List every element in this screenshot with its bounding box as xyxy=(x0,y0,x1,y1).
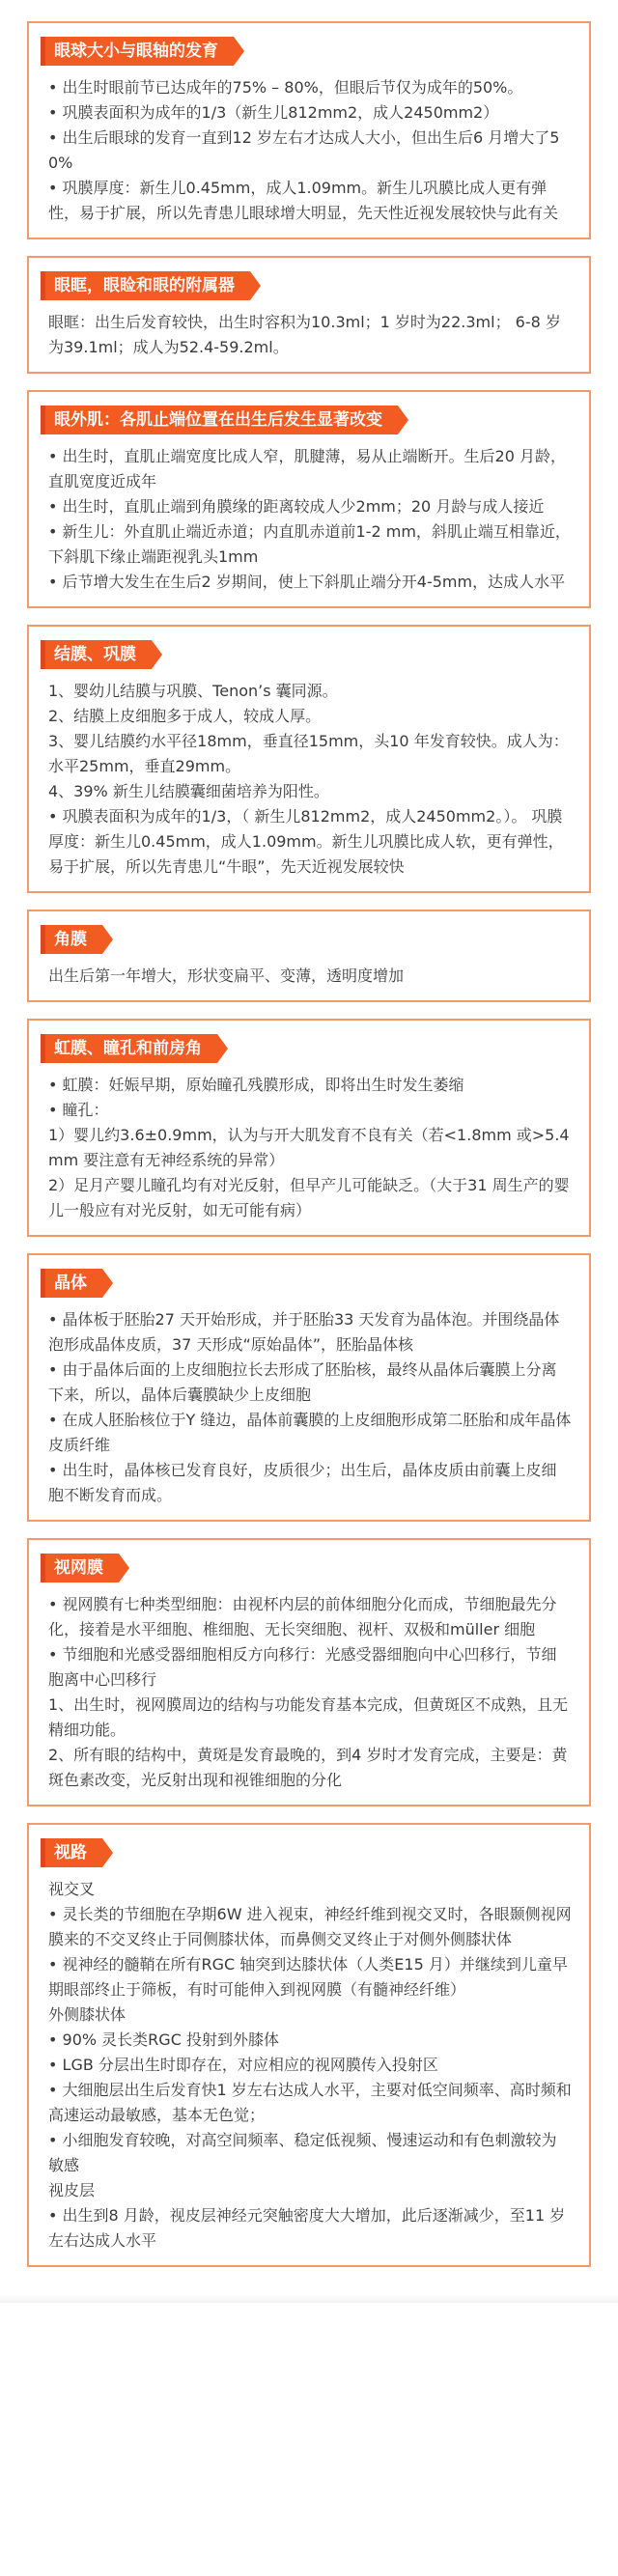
paragraph: • 出生到8 月龄，视皮层神经元突触密度大大增加，此后逐渐减少，至11 岁左右达成人水平 xyxy=(48,2206,566,2250)
section-title: 眼外肌：各肌止端位置在出生后发生显著改变 xyxy=(54,410,382,430)
subheading: 视交叉 xyxy=(48,1880,96,1898)
section-orbit xyxy=(27,256,591,374)
section-title: 晶体 xyxy=(54,1274,87,1293)
paragraph: 1、出生时，视网膜周边的结构与功能发育基本完成，但黄斑区不成熟，且无精细功能。 xyxy=(48,1695,569,1739)
section-body xyxy=(42,1307,576,1508)
section-title-tag xyxy=(41,1554,119,1582)
section-title-tag xyxy=(41,1838,102,1867)
paragraph: • 巩膜表面积为成年的1/3（新生儿812mm2，成人2450mm2） xyxy=(48,103,499,122)
paragraph: • 节细胞和光感受器细胞相反方向移行：光感受器细胞向中心凹移行，节细胞离中心凹移行 xyxy=(48,1645,557,1689)
subheading: 视皮层 xyxy=(48,2181,96,2199)
section-header xyxy=(41,1554,576,1582)
section-conjunctiva xyxy=(27,625,591,893)
section-iris-pupil xyxy=(27,1019,591,1237)
section-cornea xyxy=(27,910,591,1002)
section-body xyxy=(42,964,576,989)
paragraph: 眼眶：出生后发育较快，出生时容积为10.3ml；1 岁时为22.3ml； 6-8 岁为39.1ml；成人为52.4-59.2ml。 xyxy=(48,313,561,356)
section-title-tag xyxy=(41,406,398,434)
paragraph: 4、39% 新生儿结膜囊细菌培养为阳性。 xyxy=(48,782,329,800)
section-header xyxy=(41,1838,576,1867)
section-title-tag xyxy=(41,1269,102,1298)
paragraph: 1、婴幼儿结膜与巩膜、Tenon’s 囊同源。 xyxy=(48,682,338,700)
section-body xyxy=(42,1592,576,1793)
section-title-tag xyxy=(41,925,102,954)
section-body xyxy=(42,75,576,226)
paragraph: 3、婴儿结膜约水平径18mm，垂直径15mm，头10 年发育较快。成人为：水平25mm，垂直29mm。 xyxy=(48,732,569,775)
paragraph: • 出生时，直肌止端宽度比成人窄，肌腱薄，易从止端断开。生后20 月龄，直肌宽度近成年 xyxy=(48,447,566,490)
section-title-tag xyxy=(41,271,250,300)
section-header xyxy=(41,1034,576,1063)
section-body xyxy=(42,444,576,595)
paragraph: • 晶体板于胚胎27 天开始形成，并于胚胎33 天发育为晶体泡。并围绕晶体泡形成晶体皮质，37 天形成“原始晶体”，胚胎晶体核 xyxy=(48,1310,560,1354)
paragraph: 2、结膜上皮细胞多于成人，较成人厚。 xyxy=(48,707,322,725)
paragraph: 2）足月产婴儿瞳孔均有对光反射，但早产儿可能缺乏。（大于31 周生产的婴儿一般应有对光反射，如无可能有病） xyxy=(48,1176,570,1219)
section-header xyxy=(41,37,576,66)
section-title: 眼球大小与眼轴的发育 xyxy=(54,42,218,61)
section-title: 眼眶，眼睑和眼的附属器 xyxy=(54,276,235,295)
section-title: 视路 xyxy=(54,1843,87,1862)
subheading: 外侧膝状体 xyxy=(48,2005,126,2024)
section-header xyxy=(41,1269,576,1298)
paragraph: • 灵长类的节细胞在孕期6W 进入视束，神经纤维到视交叉时，各眼颞侧视网膜来的不交叉终止于同侧膝状体，而鼻侧交叉终止于对侧外侧膝状体 xyxy=(48,1905,572,1948)
paragraph: • 巩膜表面积为成年的1/3，（ 新生儿812mm2，成人2450mm2。）。 巩膜厚度：新生儿0.45mm，成人1.09mm。新生儿巩膜比成人软，更有弹性，易于扩展，所以先青患儿“牛眼”，先天近视发展较快 xyxy=(48,807,564,876)
section-title-tag xyxy=(41,37,234,66)
paragraph: 2、所有眼的结构中，黄斑是发育最晚的，到4 岁时才发育完成，主要是：黄斑色素改变，光反射出现和视锥细胞的分化 xyxy=(48,1746,568,1789)
section-body xyxy=(42,1877,576,2254)
paragraph: • 出生时，直肌止端到角膜缘的距离较成人少2mm；20 月龄与成人接近 xyxy=(48,497,545,516)
section-body xyxy=(42,310,576,360)
paragraph: • 新生儿：外直肌止端近赤道；内直肌赤道前1-2 mm，斜肌止端互相靠近，下斜肌下缘止端距视乳头1mm xyxy=(48,522,571,566)
section-title: 结膜、巩膜 xyxy=(54,645,136,664)
section-body xyxy=(42,679,576,880)
paragraph: • 在成人胚胎核位于Y 缝边，晶体前囊膜的上皮细胞形成第二胚胎和成年晶体皮质纤维 xyxy=(48,1411,572,1454)
section-title: 角膜 xyxy=(54,930,87,949)
section-header xyxy=(41,406,576,434)
paragraph: • 瞳孔： xyxy=(48,1101,109,1119)
section-visual-pathway xyxy=(27,1823,591,2267)
section-title: 虹膜、瞳孔和前房角 xyxy=(54,1039,202,1058)
section-title-tag xyxy=(41,640,152,669)
section-eyeball xyxy=(27,21,591,239)
paragraph: • 虹膜：妊娠早期，原始瞳孔残膜形成，即将出生时发生萎缩 xyxy=(48,1076,464,1094)
section-header xyxy=(41,640,576,669)
paragraph: • 出生后眼球的发育一直到12 岁左右才达成人大小，但出生后6 月增大了50% xyxy=(48,128,560,172)
paragraph: • 视网膜有七种类型细胞：由视杯内层的前体细胞分化而成，节细胞最先分化，接着是水平细胞、椎细胞、无长突细胞、视杆、双极和müller 细胞 xyxy=(48,1595,557,1638)
paragraph: 出生后第一年增大，形状变扁平、变薄，透明度增加 xyxy=(48,966,405,985)
paragraph: • 出生时眼前节已达成年的75% – 80%，但眼后节仅为成年的50%。 xyxy=(48,78,523,97)
paragraph: • LGB 分层出生时即存在，对应相应的视网膜传入投射区 xyxy=(48,2056,438,2074)
paragraph: • 视神经的髓鞘在所有RGC 轴突到达膝状体（人类E15 月）并继续到儿童早期眼部终止于筛板，有时可能伸入到视网膜（有髓神经纤维） xyxy=(48,1955,568,1999)
paragraph: • 大细胞层出生后发育快1 岁左右达成人水平，主要对低空间频率、高时频和高速运动最敏感，基本无色觉； xyxy=(48,2081,572,2124)
paragraph: • 后节增大发生在生后2 岁期间，使上下斜肌止端分开4-5mm，达成人水平 xyxy=(48,573,566,591)
section-title: 视网膜 xyxy=(54,1558,103,1578)
paragraph: • 出生时，晶体核已发育良好，皮质很少；出生后，晶体皮质由前囊上皮细胞不断发育而成。 xyxy=(48,1461,557,1504)
section-extraocular-muscles xyxy=(27,390,591,608)
paragraph: • 由于晶体后面的上皮细胞拉长去形成了胚胎核，最终从晶体后囊膜上分离下来，所以，晶体后囊膜缺少上皮细胞 xyxy=(48,1360,557,1404)
section-header xyxy=(41,925,576,954)
section-title-tag xyxy=(41,1034,217,1063)
paragraph: • 巩膜厚度：新生儿0.45mm，成人1.09mm。新生儿巩膜比成人更有弹性，易于扩展，所以先青患儿眼球增大明显，先天性近视发展较快与此有关 xyxy=(48,179,559,222)
section-retina xyxy=(27,1538,591,1806)
paragraph: • 小细胞发育较晚，对高空间频率、稳定低视频、慢速运动和有色刺激较为敏感 xyxy=(48,2131,557,2174)
section-body xyxy=(42,1073,576,1223)
paragraph: • 90% 灵长类RGC 投射到外膝体 xyxy=(48,2030,279,2049)
section-lens xyxy=(27,1253,591,1522)
section-header xyxy=(41,271,576,300)
paragraph: 1）婴儿约3.6±0.9mm，认为与开大肌发育不良有关（若<1.8mm 或>5.4mm 要注意有无神经系统的异常） xyxy=(48,1126,570,1169)
